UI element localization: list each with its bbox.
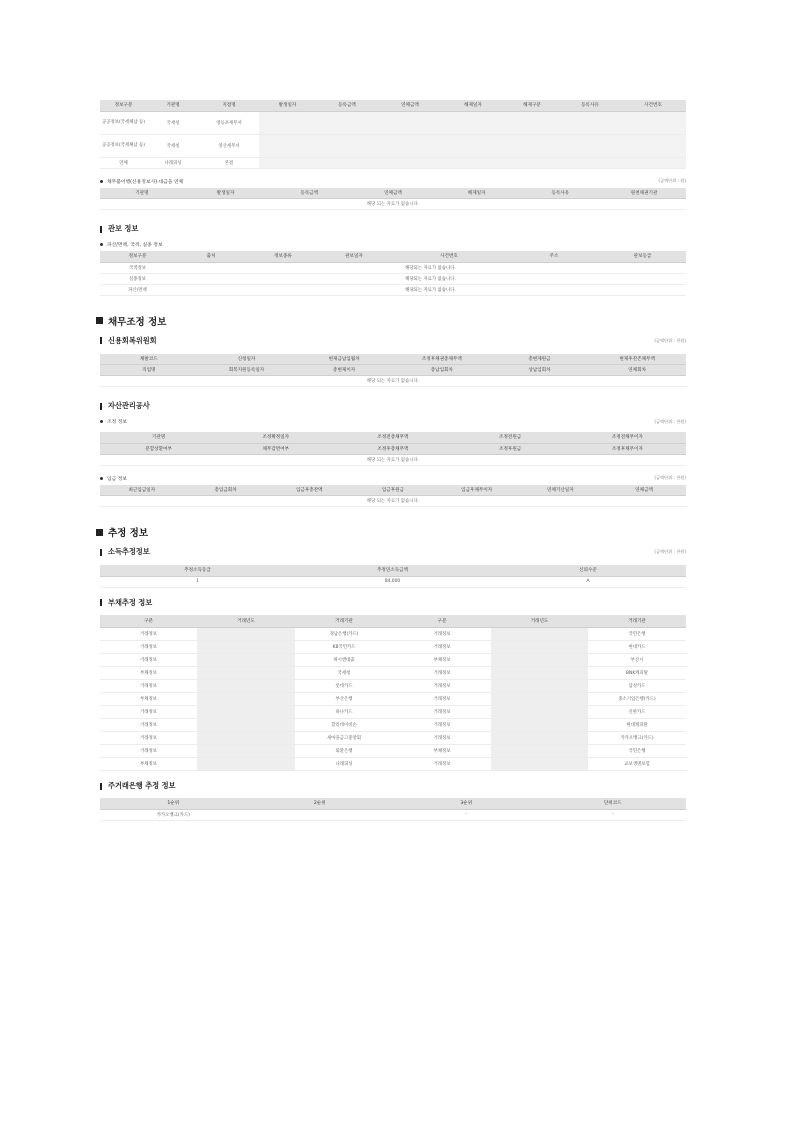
header-cell: 채발코드 xyxy=(100,354,198,365)
redacted-cell xyxy=(504,134,560,157)
header-cell: 연체금액 xyxy=(378,100,442,111)
header-cell: 사건번호 xyxy=(620,100,686,111)
cell: 신한카드 xyxy=(588,706,686,719)
header-row xyxy=(100,443,686,454)
subtitle-text: 채무불이행(신용정보사)·대금을 연체 xyxy=(107,179,184,185)
bullet-icon xyxy=(100,243,103,246)
header-cell: 조정후원금 xyxy=(452,443,569,454)
section-bar-icon xyxy=(100,337,102,344)
redacted-cell xyxy=(259,134,316,157)
header-cell: 1순위 xyxy=(100,798,247,809)
header-row xyxy=(100,615,686,628)
liability-heading xyxy=(100,594,686,612)
header-cell: 총입금회차 xyxy=(184,485,268,496)
cell: 거래정보 xyxy=(393,628,491,641)
cell: 거래정보 xyxy=(100,732,197,745)
redacted-cell xyxy=(491,667,588,680)
table-row xyxy=(100,111,686,134)
cell: 거래정보 xyxy=(393,693,491,706)
cell: 국적정보 xyxy=(100,262,175,273)
subtitle-text: 파산/면책, 국적, 실종 정보 xyxy=(107,243,163,248)
redacted-cell xyxy=(197,758,295,771)
empty-message: 해당되는 자료가 없습니다. xyxy=(175,273,686,284)
header-cell: 출처 xyxy=(175,251,247,262)
header-cell: 주소 xyxy=(509,251,599,262)
header-cell: 단위코드 xyxy=(540,798,687,809)
header-row xyxy=(100,251,686,262)
cell: 영등포세무서 xyxy=(199,111,259,134)
header-cell: 조정전채무이자 xyxy=(569,432,686,443)
redacted-cell xyxy=(197,732,295,745)
cell: 국민은행 xyxy=(588,628,686,641)
empty-message: 해당되는 자료가 없습니다. xyxy=(175,284,686,295)
cell: 거래정보 xyxy=(393,680,491,693)
header-cell: 구분 xyxy=(100,615,197,628)
header-cell: 최근입금일자 xyxy=(100,485,184,496)
header-cell: 입금후채무이자 xyxy=(435,485,519,496)
section-square-icon xyxy=(96,317,103,324)
table-row xyxy=(100,680,686,693)
header-cell: 변제금납입월차 xyxy=(295,354,393,365)
redacted-cell xyxy=(491,706,588,719)
header-cell: 거래년도 xyxy=(491,615,588,628)
income-table xyxy=(100,565,686,588)
redacted-cell xyxy=(560,134,620,157)
cell: 본점 xyxy=(199,157,259,168)
table-row xyxy=(100,809,686,820)
empty-message: 해당 되는 자료가 없습니다. xyxy=(100,376,686,387)
cell: 경남은행(카드) xyxy=(295,628,393,641)
ccrs-table xyxy=(100,354,686,388)
cell: 교보생명보험 xyxy=(588,758,686,771)
table-row xyxy=(100,654,686,667)
redacted-cell xyxy=(620,111,686,134)
table-row xyxy=(100,576,686,587)
redacted-cell xyxy=(197,680,295,693)
redacted-cell xyxy=(197,745,295,758)
redacted-cell xyxy=(316,157,378,168)
heading-text: 신용회복위원회 xyxy=(108,335,157,345)
cell: 국민은행 xyxy=(588,745,686,758)
unit-label: (금액단위 : 천원) xyxy=(654,549,686,554)
header-cell: 등록금액 xyxy=(316,100,378,111)
cell: 84,000 xyxy=(295,576,490,587)
redacted-cell xyxy=(491,758,588,771)
redacted-cell xyxy=(197,706,295,719)
header-cell: 지점명 xyxy=(199,100,259,111)
table-row xyxy=(100,706,686,719)
header-cell: 발생일자 xyxy=(259,100,316,111)
header-cell: 추정연소득금액 xyxy=(295,565,490,576)
header-cell: 기관명 xyxy=(100,188,184,199)
cell: 거래정보 xyxy=(100,745,197,758)
cell: 중소기업은행(카드) xyxy=(588,693,686,706)
empty-message: 해당 되는 자료가 없습니다. xyxy=(100,199,686,210)
unit-label: (금액단위 : 원) xyxy=(658,178,686,183)
cell: 현대캐피탈 xyxy=(588,719,686,732)
section-bar-icon xyxy=(100,226,102,233)
cell: 국세청 xyxy=(147,111,199,134)
redacted-cell xyxy=(197,641,295,654)
main-bank-table xyxy=(100,798,686,821)
credit-report-page xyxy=(100,100,686,821)
header-cell: 조정후총채무액 xyxy=(334,443,451,454)
redacted-cell xyxy=(504,111,560,134)
header-cell: 등록사유 xyxy=(560,100,620,111)
heading-text: 채무조정 정보 xyxy=(108,316,167,328)
header-cell: 해제일자 xyxy=(442,100,504,111)
header-row xyxy=(100,365,686,376)
header-cell: 채무감면여부 xyxy=(217,443,334,454)
redacted-cell xyxy=(316,111,378,134)
header-cell: 총변제이자 xyxy=(295,365,393,376)
unit-label: (금액단위 : 천원) xyxy=(654,337,686,343)
cell: 거래정보 xyxy=(393,667,491,680)
income-heading xyxy=(100,543,686,561)
cell: 거래정보 xyxy=(100,680,197,693)
redacted-cell xyxy=(442,111,504,134)
heading-text: 추정 정보 xyxy=(108,528,149,539)
table-row xyxy=(100,719,686,732)
header-cell: 분할상환여부 xyxy=(100,443,217,454)
heading-text: 소득추정정보 xyxy=(108,547,150,556)
cell: 거래정보 xyxy=(100,641,197,654)
header-cell: 기관명 xyxy=(100,432,217,443)
header-cell: 정보종류 xyxy=(247,251,319,262)
header-cell: 사건번호 xyxy=(389,251,509,262)
cell: 거래정보 xyxy=(393,719,491,732)
redacted-cell xyxy=(560,157,620,168)
debt-default-subtitle xyxy=(100,175,686,188)
header-cell: 등록금액 xyxy=(267,188,351,199)
header-cell: 직업명 xyxy=(100,365,198,376)
header-cell: 관보일자 xyxy=(319,251,389,262)
header-cell: 원천채권기관 xyxy=(602,188,686,199)
redacted-cell xyxy=(259,157,316,168)
header-cell: 거래기관 xyxy=(295,615,393,628)
cell: 파산/면책 xyxy=(100,284,175,295)
table-row xyxy=(100,641,686,654)
kamco-payment-table xyxy=(100,485,686,508)
redacted-cell xyxy=(442,157,504,168)
cell: 나래피싱 xyxy=(295,758,393,771)
header-cell: 조정전원금 xyxy=(452,432,569,443)
cell: 국세청 xyxy=(147,134,199,157)
table-row xyxy=(100,758,686,771)
redacted-cell xyxy=(197,693,295,706)
bullet-icon xyxy=(100,420,103,423)
header-cell: 등록사유 xyxy=(519,188,603,199)
redacted-cell xyxy=(491,745,588,758)
redacted-cell xyxy=(560,111,620,134)
cell: - xyxy=(540,809,687,820)
cell: 현대카드 xyxy=(588,641,686,654)
redacted-cell xyxy=(491,732,588,745)
kamco-payment-subtitle xyxy=(100,472,686,485)
cell: 거래정보 xyxy=(100,654,197,667)
heading-text: 주거래은행 추정 정보 xyxy=(108,781,176,790)
section-square-icon xyxy=(96,529,103,536)
header-cell: 연체회차 xyxy=(588,365,686,376)
header-cell: 추정소득등급 xyxy=(100,565,295,576)
section-bar-icon xyxy=(100,599,102,606)
cell: 거래정보 xyxy=(100,628,197,641)
table-row xyxy=(100,667,686,680)
header-cell: 거래년도 xyxy=(197,615,295,628)
redacted-cell xyxy=(491,628,588,641)
debt-adjust-heading xyxy=(96,310,686,332)
redacted-cell xyxy=(491,641,588,654)
header-cell: 조정전총채무액 xyxy=(334,432,451,443)
cell xyxy=(247,809,394,820)
header-cell: 입금후원금 xyxy=(351,485,435,496)
table-row xyxy=(100,693,686,706)
header-cell: 관보등급 xyxy=(599,251,686,262)
redacted-cell xyxy=(491,680,588,693)
header-cell: 연체기산일자 xyxy=(519,485,603,496)
cell: 삼성카드 xyxy=(588,680,686,693)
overdue-table xyxy=(100,100,686,169)
liability-body xyxy=(100,628,686,771)
subtitle-text: 조정 정보 xyxy=(107,420,128,425)
bullet-icon xyxy=(100,180,103,183)
header-row xyxy=(100,798,686,809)
empty-row xyxy=(100,496,686,507)
header-cell: 3순위 xyxy=(393,798,540,809)
empty-row xyxy=(100,199,686,210)
cell: BNK캐피탈 xyxy=(588,667,686,680)
header-cell: 조정후채권총채무액 xyxy=(393,354,491,365)
header-cell: 거래기관 xyxy=(588,615,686,628)
redacted-cell xyxy=(259,111,316,134)
cell: 부산은행 xyxy=(295,693,393,706)
subtitle-text: 입금 정보 xyxy=(107,476,128,482)
redacted-cell xyxy=(197,719,295,732)
cell: 하나카드 xyxy=(295,706,393,719)
estimate-heading xyxy=(96,521,686,543)
table-row xyxy=(100,284,686,295)
cell: 공공정보(국세체납 등) xyxy=(100,134,147,157)
redacted-cell xyxy=(491,654,588,667)
table-row xyxy=(100,262,686,273)
debt-default-table xyxy=(100,188,686,211)
header-cell: 회복지원등록일자 xyxy=(198,365,296,376)
empty-row xyxy=(100,454,686,465)
table-row xyxy=(100,134,686,157)
redacted-cell xyxy=(504,157,560,168)
header-row xyxy=(100,354,686,365)
header-cell: 입금후총잔액 xyxy=(267,485,351,496)
header-cell: 상납입회차 xyxy=(491,365,589,376)
redacted-cell xyxy=(316,134,378,157)
header-cell: 2순위 xyxy=(247,798,394,809)
cell: 외환은행 xyxy=(295,745,393,758)
header-cell: 발생일자 xyxy=(184,188,268,199)
header-cell: 신뢰수준 xyxy=(490,565,686,576)
cell: 부산시 xyxy=(588,654,686,667)
cell: 롯데카드 xyxy=(295,680,393,693)
header-cell: 조정확정일자 xyxy=(217,432,334,443)
section-bar-icon xyxy=(100,783,102,790)
header-cell: 총납입회차 xyxy=(393,365,491,376)
cell: 할리데이비슨 xyxy=(295,719,393,732)
table-row xyxy=(100,273,686,284)
cell: 위시앤대출 xyxy=(295,654,393,667)
cell: 거래정보 xyxy=(393,706,491,719)
ccrs-heading xyxy=(100,332,686,350)
table-row xyxy=(100,628,686,641)
redacted-cell xyxy=(620,157,686,168)
heading-text: 부채추정 정보 xyxy=(108,597,153,607)
redacted-cell xyxy=(620,134,686,157)
header-cell: 총변제원금 xyxy=(491,354,589,365)
empty-message: 해당되는 자료가 없습니다. xyxy=(175,262,686,273)
header-row xyxy=(100,188,686,199)
cell: 공공정보(국세체납 등) xyxy=(100,111,147,134)
header-row xyxy=(100,485,686,496)
redacted-cell xyxy=(378,157,442,168)
cell: 거래정보 xyxy=(393,641,491,654)
cell: 연체 xyxy=(100,157,147,168)
empty-message: 해당 되는 자료가 없습니다. xyxy=(100,496,686,507)
redacted-cell xyxy=(197,654,295,667)
redacted-cell xyxy=(197,667,295,680)
redacted-cell xyxy=(378,134,442,157)
cell: 영산세무서 xyxy=(199,134,259,157)
unit-label: (금액단위 : 천원) xyxy=(654,475,686,480)
redacted-cell xyxy=(491,693,588,706)
table-row xyxy=(100,745,686,758)
header-cell: 변제후잔존채무액 xyxy=(588,354,686,365)
cell: 거래정보 xyxy=(100,706,197,719)
unit-label: (금액단위 : 천원) xyxy=(654,418,686,424)
cell: 부채정보 xyxy=(100,693,197,706)
overdue-header-row xyxy=(100,100,686,111)
cell: 거래정보 xyxy=(393,758,491,771)
table-row xyxy=(100,732,686,745)
cell: 실종정보 xyxy=(100,273,175,284)
header-cell: 조정후채무이자 xyxy=(569,443,686,454)
cell: 부채정보 xyxy=(393,654,491,667)
empty-row xyxy=(100,376,686,387)
header-cell: 연체금액 xyxy=(351,188,435,199)
header-cell: 정보구분 xyxy=(100,251,175,262)
cell: 부채정보 xyxy=(393,745,491,758)
cell: 거래정보 xyxy=(100,719,197,732)
heading-text: 자산관리공사 xyxy=(108,401,150,410)
cell: 부채정보 xyxy=(100,667,197,680)
cell: KB국민카드 xyxy=(295,641,393,654)
header-cell: 해제구분 xyxy=(504,100,560,111)
redacted-cell xyxy=(491,719,588,732)
cell: 부채정보 xyxy=(100,758,197,771)
cell: 국세청 xyxy=(295,667,393,680)
redacted-cell xyxy=(197,628,295,641)
cell: 나래피싱 xyxy=(147,157,199,168)
section-bar-icon xyxy=(100,549,102,556)
header-row xyxy=(100,432,686,443)
cell: 카카오뱅크(카드) xyxy=(588,732,686,745)
empty-message: 해당 되는 자료가 없습니다. xyxy=(100,454,686,465)
cell: 거래정보 xyxy=(393,732,491,745)
header-row xyxy=(100,565,686,576)
section-bar-icon xyxy=(100,403,102,410)
kamco-adjust-subtitle xyxy=(100,415,686,428)
public-notice-table xyxy=(100,251,686,296)
header-cell: 해제일자 xyxy=(435,188,519,199)
header-cell: 신청일자 xyxy=(198,354,296,365)
header-cell: 구분 xyxy=(393,615,491,628)
header-cell: 정보구분 xyxy=(100,100,147,111)
header-cell: 기관명 xyxy=(147,100,199,111)
liability-table xyxy=(100,615,686,772)
main-bank-heading xyxy=(100,777,686,795)
public-notice-heading xyxy=(100,220,686,238)
cell: 1 xyxy=(100,576,295,587)
heading-text: 관보 정보 xyxy=(108,224,139,233)
redacted-cell xyxy=(442,134,504,157)
header-cell: 연체금액 xyxy=(602,485,686,496)
cell: 새마을금고중앙회 xyxy=(295,732,393,745)
kamco-heading xyxy=(100,397,686,415)
cell: A xyxy=(490,576,686,587)
kamco-adjust-table xyxy=(100,432,686,466)
bullet-icon xyxy=(100,477,103,480)
public-notice-subtitle xyxy=(100,238,686,251)
table-row xyxy=(100,157,686,168)
cell: - xyxy=(393,809,540,820)
redacted-cell xyxy=(378,111,442,134)
cell: 카카오뱅크(카드) xyxy=(100,809,247,820)
